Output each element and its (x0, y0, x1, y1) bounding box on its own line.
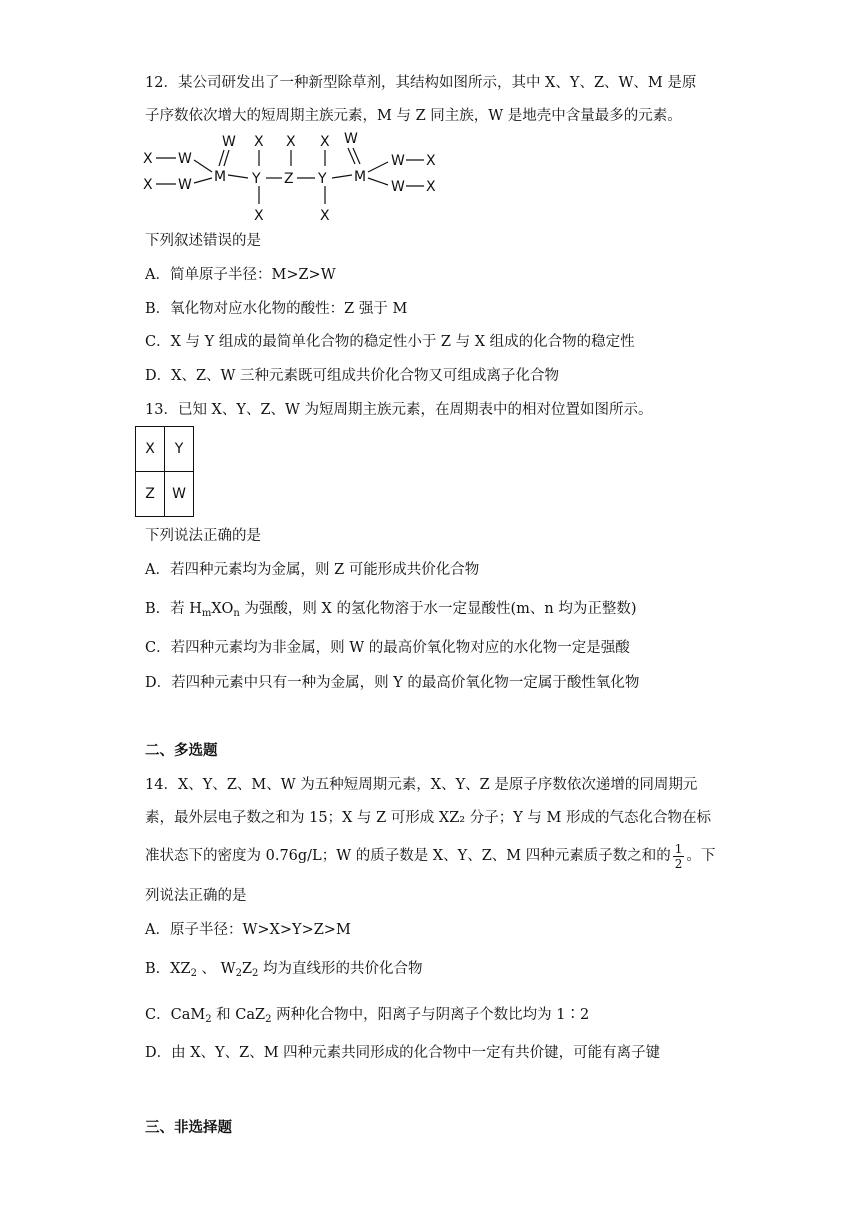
struct-atom: X (254, 134, 264, 150)
struct-atom: M (214, 169, 227, 185)
section-heading: 三、非选择题 (145, 1120, 232, 1136)
section-heading: 二、多选题 (145, 743, 218, 759)
q12-option-c[interactable]: C．X 与 Y 组成的最简单化合物的稳定性小于 Z 与 X 组成的化合物的稳定性 (145, 334, 635, 350)
q13-option-a[interactable]: A．若四种元素均为金属，则 Z 可能形成共价化合物 (145, 562, 480, 578)
q14-stem-line3: 准状态下的密度为 0.76g/L；W 的质子数是 X、Y、Z、M 四种元素质子数之和的 $\frac{1}{2}$ 。下 (145, 841, 716, 871)
struct-atom: X (143, 151, 153, 167)
q13-option-d[interactable]: D．若四种元素中只有一种为金属，则 Y 的最高价氧化物一定属于酸性氧化物 (145, 675, 640, 691)
struct-atom: Y (252, 171, 261, 187)
q12-option-b[interactable]: B．氧化物对应水化物的酸性：Z 强于 M (145, 301, 408, 317)
grid-cell: Y (165, 427, 194, 472)
q12-stem-line2: 子序数依次增大的短周期主族元素，M 与 Z 同主族，W 是地壳中含量最多的元素。 (145, 108, 682, 124)
struct-atom: Y (318, 171, 327, 187)
struct-atom: X (426, 153, 436, 169)
q14-option-a[interactable]: A．原子半径：W>X>Y>Z>M (145, 922, 351, 938)
q14-stem-line1: 14．X、Y、Z、M、W 为五种短周期元素，X、Y、Z 是原子序数依次递增的同周期元 (145, 777, 698, 793)
struct-atom: X (143, 177, 153, 193)
q13-option-c[interactable]: C．若四种元素均为非金属，则 W 的最高价氧化物对应的水化物一定是强酸 (145, 640, 630, 656)
q13-option-b[interactable]: B．若 $H_mXO_n$ 为强酸，则 X 的氢化物溶于水一定显酸性(m、n 均为正整数) (145, 601, 637, 619)
struct-atom: X (320, 134, 330, 150)
struct-atom: W (391, 179, 405, 195)
struct-atom: X (254, 208, 264, 224)
q13-prompt: 下列说法正确的是 (145, 528, 261, 544)
q12-option-d[interactable]: D．X、Z、W 三种元素既可组成共价化合物又可组成离子化合物 (145, 368, 560, 384)
q13-stem: 13．已知 X、Y、Z、W 为短周期主族元素，在周期表中的相对位置如图所示。 (145, 402, 653, 418)
q12-stem-line1: 12．某公司研发出了一种新型除草剂，其结构如图所示，其中 X、Y、Z、W、M 是原 (145, 75, 697, 91)
q14-stem-line2: 素，最外层电子数之和为 15；X 与 Z 可形成 XZ₂ 分子；Y 与 M 形成的气态化合物在标 (145, 810, 711, 826)
struct-atom: W (178, 151, 192, 167)
struct-atom: W (344, 131, 358, 147)
struct-atom: W (178, 177, 192, 193)
struct-atom: X (320, 208, 330, 224)
q12-prompt: 下列叙述错误的是 (145, 233, 261, 249)
struct-atom: X (286, 134, 296, 150)
one-half-fraction: $\frac{1}{2}$ (674, 841, 683, 871)
struct-atom: W (391, 153, 405, 169)
struct-atom: W (222, 134, 236, 150)
struct-atom: X (426, 179, 436, 195)
q14-option-b[interactable]: B．$XZ_2$ 、 $W_2Z_2$ 均为直线形的共价化合物 (145, 961, 423, 979)
struct-atom: M (354, 169, 367, 185)
grid-cell: X (136, 427, 165, 472)
q14-stem-line4: 列说法正确的是 (145, 888, 247, 904)
struct-atom: Z (284, 171, 294, 187)
q12-option-a[interactable]: A．简单原子半径：M>Z>W (145, 267, 336, 283)
q14-option-d[interactable]: D．由 X、Y、Z、M 四种元素共同形成的化合物中一定有共价键，可能有离子键 (145, 1045, 661, 1061)
q12-structure-diagram (140, 128, 450, 228)
periodic-position-grid (135, 426, 194, 517)
q14-option-c[interactable]: C．CaM$_2$ 和 CaZ$_2$ 两种化合物中，阳离子与阴离子个数比均为 1∶2 (145, 1007, 590, 1025)
grid-cell: W (165, 472, 194, 517)
grid-cell: Z (136, 472, 165, 517)
